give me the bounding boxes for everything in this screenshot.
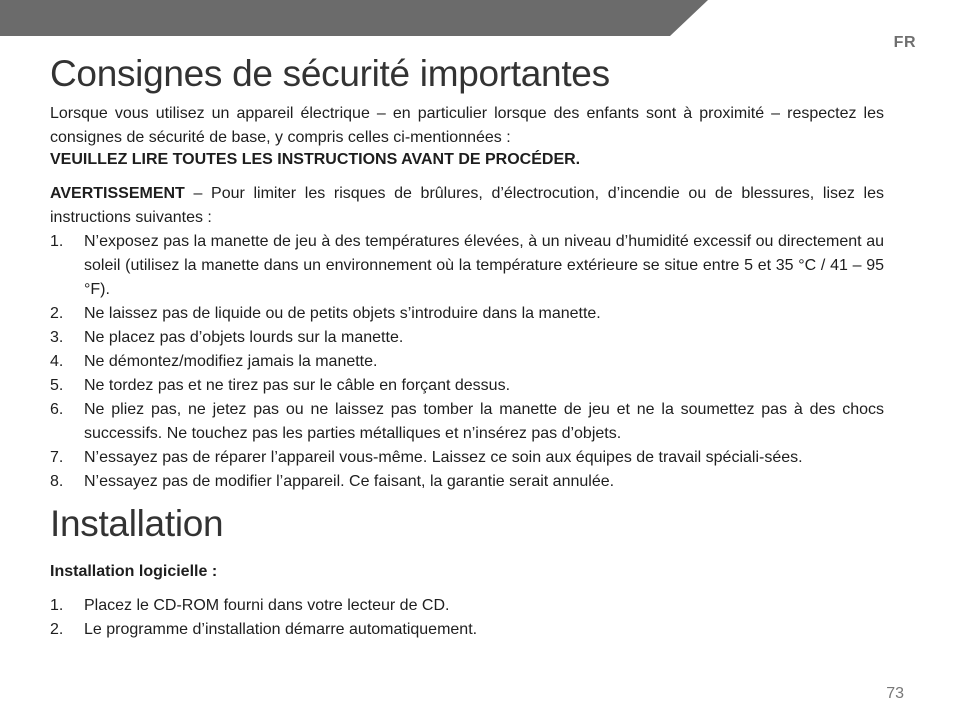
list-number: 6. — [50, 401, 64, 418]
list-text: Ne tordez pas et ne tirez pas sur le câble en forçant dessus. — [84, 377, 511, 394]
warning-paragraph — [50, 182, 884, 230]
list-text: Placez le CD-ROM fourni dans votre lecteur de CD. — [84, 597, 450, 614]
safety-list — [50, 230, 884, 494]
list-item — [50, 594, 884, 618]
list-text: N’essayez pas de réparer l’appareil vous-même. Laissez ce soin aux équipes de travail spéciali-sées. — [84, 449, 803, 466]
list-item — [50, 470, 884, 494]
list-item — [50, 446, 884, 470]
list-number: 2. — [50, 621, 64, 638]
list-number: 3. — [50, 329, 64, 346]
list-text: Ne placez pas d’objets lourds sur la manette. — [84, 329, 404, 346]
list-number: 2. — [50, 305, 64, 322]
list-number: 7. — [50, 449, 64, 466]
list-number: 1. — [50, 233, 64, 250]
list-item — [50, 326, 884, 350]
page-number: 73 — [886, 685, 904, 702]
page-content — [50, 52, 884, 642]
list-text: N’essayez pas de modifier l’appareil. Ce faisant, la garantie serait annulée. — [84, 473, 615, 490]
list-item — [50, 398, 884, 446]
safety-title: Consignes de sécurité importantes — [50, 53, 610, 94]
installation-title: Installation — [50, 503, 224, 544]
warning-label: AVERTISSEMENT — [50, 185, 185, 202]
warning-text: – Pour limiter les risques de brûlures, d’électrocution, d’incendie ou de blessures, lisez les instructions suivantes : — [50, 185, 884, 226]
list-text: N’exposez pas la manette de jeu à des températures élevées, à un niveau d’humidité excessif ou directement au soleil (utilisez la manette dans un environnement où la température extérieure se situe entre 5 et 35 °C / 41 – 95 °F). — [84, 233, 884, 298]
list-text: Le programme d’installation démarre automatiquement. — [84, 621, 478, 638]
installation-list — [50, 594, 884, 642]
read-all-notice: VEUILLEZ LIRE TOUTES LES INSTRUCTIONS AVANT DE PROCÉDER. — [50, 151, 581, 168]
list-text: Ne laissez pas de liquide ou de petits objets s’introduire dans la manette. — [84, 305, 601, 322]
header-tab-shape — [0, 0, 954, 36]
list-number: 5. — [50, 377, 64, 394]
list-item — [50, 230, 884, 302]
list-number: 4. — [50, 353, 64, 370]
list-item — [50, 302, 884, 326]
software-install-subhead: Installation logicielle : — [50, 563, 218, 580]
list-number: 1. — [50, 597, 64, 614]
language-tag: FR — [893, 34, 916, 51]
list-text: Ne démontez/modifiez jamais la manette. — [84, 353, 378, 370]
list-text: Ne pliez pas, ne jetez pas ou ne laissez pas tomber la manette de jeu et ne la soumettez pas à des chocs successifs. Ne touchez pas les parties métalliques et n’insérez pas d’objets. — [84, 401, 884, 442]
list-item — [50, 350, 884, 374]
list-item — [50, 374, 884, 398]
list-item — [50, 618, 884, 642]
safety-intro: Lorsque vous utilisez un appareil électrique – en particulier lorsque des enfants sont à proximité – respectez les consignes de sécurité de base, y compris celles ci-mentionnées : — [50, 105, 884, 146]
list-number: 8. — [50, 473, 64, 490]
